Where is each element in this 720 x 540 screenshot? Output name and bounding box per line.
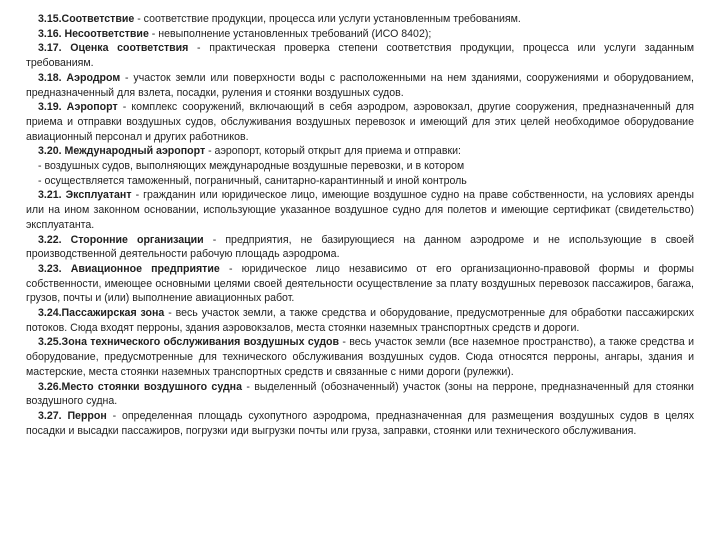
definition-text: - невыполнение установленных требований (ИСО 8402);: [148, 27, 432, 40]
definition-text: - весь участок земли (все наземное пространство), а также средства и оборудование, предусмотренные для технического обслуживания воздушных судов. Сюда относятся перроны, ангары, здания и мастерские, места стоянки наземных транспортных средств и связанные с ними дороги (рулежки).: [26, 336, 694, 378]
definition-text: - предприятия, не базирующиеся на данном аэродроме и не использующие в своей производственной деятельности рабочую площадь аэродрома.: [26, 233, 694, 261]
definition-text: - участок земли или поверхности воды с расположенными на нем зданиями, сооружениями и оборудованием, предназначенный для взлета, посадки, руления и стоянки воздушных судов.: [26, 71, 694, 99]
definition-text: - весь участок земли, а также средства и оборудование, предусмотренные для обработки пассажирских потоков. Сюда входят перроны, здания аэровокзалов, места стоянки наземных транспортных средств и дороги.: [26, 307, 694, 334]
definition-3-24: [26, 306, 694, 335]
definition-3-16: [26, 27, 694, 42]
definition-term: 3.26.Место стоянки воздушного судна: [38, 380, 242, 393]
definition-text: - комплекс сооружений, включающий в себя аэродром, аэровокзал, другие сооружения, предназначенный для приема и отправки воздушных судов, обслуживания воздушных перевозок и имеющий для этих целей необходимое оборудование авиационный персонал и других работников.: [26, 101, 695, 143]
definition-3-17: [26, 41, 694, 70]
definition-3-20: [26, 144, 694, 159]
definition-term: 3.20. Международный аэропорт: [38, 145, 206, 158]
definition-term: 3.25.Зона технического обслуживания воздушных судов: [38, 336, 340, 349]
definition-3-20-item-1: [26, 159, 694, 174]
definition-text: - гражданин или юридическое лицо, имеющие воздушное судно на праве собственности, на условиях аренды или на ином законном основании, использующие указанное воздушное судно для полетов и имеющие сертификат (свидетельство) эксплуатанта.: [26, 189, 694, 231]
definition-3-19: [26, 100, 694, 144]
definition-term: 3.18. Аэродром: [38, 71, 121, 84]
definition-term: 3.27. Перрон: [38, 409, 107, 422]
definition-3-21: [26, 188, 694, 232]
definition-term: 3.19. Аэропорт: [38, 101, 118, 114]
definition-text: - определенная площадь сухопутного аэродрома, предназначенная для размещения воздушных судов в целях посадки и высадки пассажиров, погрузки иди выгрузки почты или груза, заправки, стоянки или технического обслуживания.: [26, 409, 694, 437]
definition-term: 3.23. Авиационное предприятие: [38, 262, 220, 275]
definition-term: 3.24.Пассажирская зона: [38, 307, 165, 320]
definition-3-23: [26, 262, 694, 306]
definition-term: 3.15.Соответствие: [38, 13, 135, 25]
definition-3-25: [26, 335, 694, 379]
definition-text: - юридическое лицо независимо от его организационно-правовой формы и формы собственности, имеющее основными целями своей деятельности осуществление за плату воздушных перевозок пассажиров, багажа, грузов, почты и (или) выполнение авиационных работ.: [26, 262, 694, 305]
definition-3-27: [26, 409, 694, 438]
definition-term: 3.17. Оценка соответствия: [38, 42, 189, 55]
definition-text: - соответствие продукции, процесса или услуги установленным требованиям.: [134, 13, 521, 25]
definition-term: 3.22. Сторонние организации: [38, 233, 204, 246]
definition-3-15: [26, 12, 694, 27]
definition-3-26: [26, 380, 694, 409]
definition-text: - аэропорт, который открыт для приема и отправки:: [205, 145, 461, 158]
definition-term: 3.21. Эксплуатант: [38, 189, 132, 202]
definition-3-18: [26, 71, 694, 100]
definition-text: - осуществляется таможенный, пограничный, санитарно-карантинный и иной контроль: [38, 174, 467, 187]
definition-3-22: [26, 233, 694, 262]
definition-text: - воздушных судов, выполняющих международные воздушные перевозки, и в котором: [38, 160, 465, 173]
definition-term: 3.16. Несоответствие: [38, 27, 149, 40]
definition-3-20-item-2: [26, 174, 694, 189]
definition-text: - выделенный (обозначенный) участок (зоны на перроне, предназначенный для стоянки воздушного судна.: [26, 380, 694, 408]
definition-text: - практическая проверка степени соответствия продукции, процесса или услуги заданным требованиям.: [26, 42, 694, 70]
